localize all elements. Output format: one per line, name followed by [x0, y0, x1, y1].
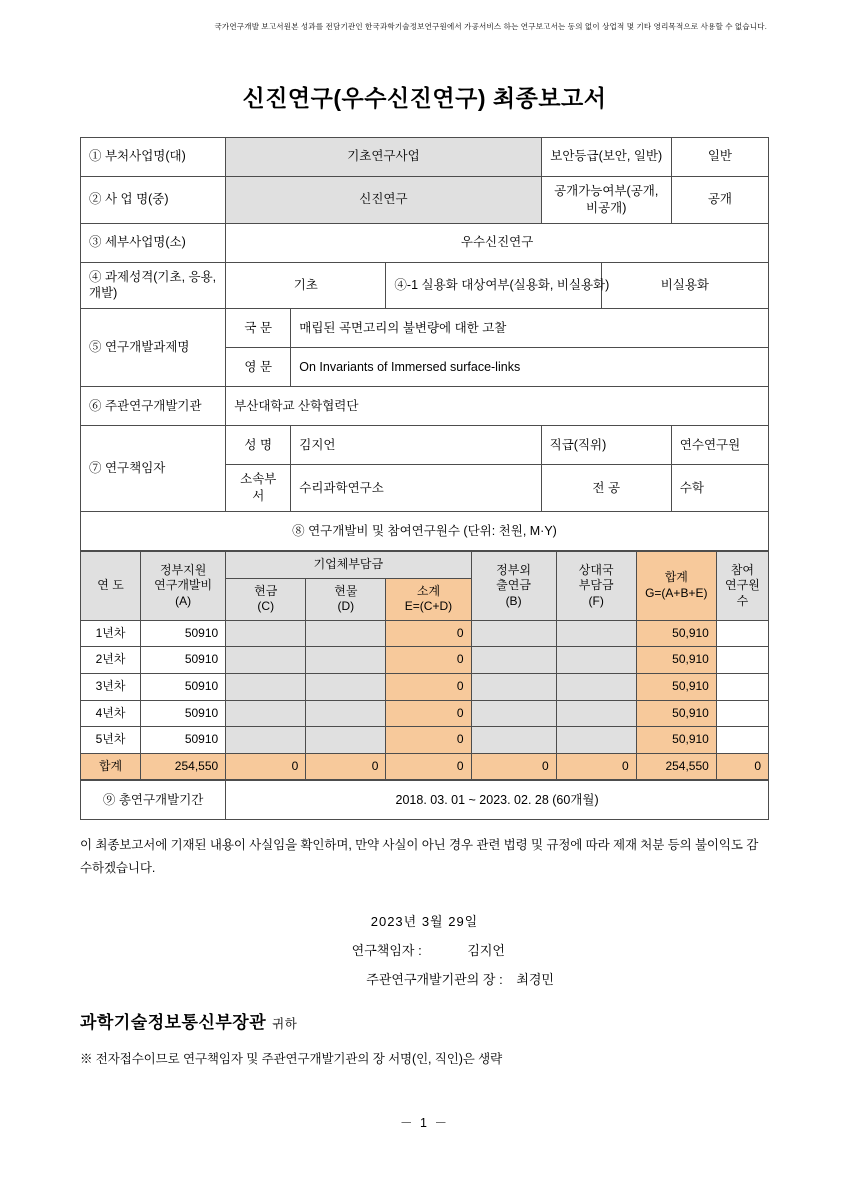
cell-total-inkind: 0: [306, 753, 386, 780]
cell-partner: [556, 620, 636, 647]
cell-total-partner: 0: [556, 753, 636, 780]
cell-period-value: 2018. 03. 01 ~ 2023. 02. 28 (60개월): [226, 781, 769, 820]
cell-korean-label: 국 문: [226, 309, 291, 348]
minister-line: [80, 1008, 769, 1033]
cell-total-subtotal: 0: [386, 753, 471, 780]
cell-total-cash: 0: [226, 753, 306, 780]
cell-total: 50,910: [636, 620, 716, 647]
cell-year: 2년차: [81, 647, 141, 674]
header-cash: 현금 (C): [226, 578, 306, 620]
table-row: [81, 781, 769, 820]
cell-major-label: 전 공: [541, 465, 671, 512]
budget-table: [80, 551, 769, 780]
header-gov-external: 정부외 출연금 (B): [471, 552, 556, 621]
header-subtotal: 소계 E=(C+D): [386, 578, 471, 620]
cell-name-value: 김지언: [291, 426, 541, 465]
cell-dept-label: 소속부서: [226, 465, 291, 512]
cell-year: 5년차: [81, 727, 141, 754]
table-row: [81, 700, 769, 727]
minister-suffix: 귀하: [272, 1017, 298, 1032]
cell-dept-program-label: ① 부처사업명(대): [81, 137, 226, 176]
cell-total-researchers: 0: [716, 753, 768, 780]
org-name: 최경민: [516, 972, 554, 988]
cell-cash: [226, 673, 306, 700]
cell-cash: [226, 620, 306, 647]
cell-security-label: 보안등급(보안, 일반): [541, 137, 671, 176]
period-table: [80, 780, 769, 820]
cell-researchers: [716, 727, 768, 754]
cell-gov-external: [471, 700, 556, 727]
cell-inkind: [306, 647, 386, 674]
org-signature-row: [80, 965, 769, 994]
project-info-table: [80, 137, 769, 551]
minister-title: 과학기술정보통신부장관: [80, 1013, 267, 1033]
page-title: 신진연구(우수신진연구) 최종보고서: [242, 84, 607, 111]
cell-total-gov: 254,550: [141, 753, 226, 780]
table-row: [81, 176, 769, 223]
table-row: [81, 309, 769, 348]
cell-gov-external: [471, 647, 556, 674]
cell-name-label: 성 명: [226, 426, 291, 465]
cell-gov: 50910: [141, 673, 226, 700]
cell-program-label: ② 사 업 명(중): [81, 176, 226, 223]
cell-year: 3년차: [81, 673, 141, 700]
cell-researchers: [716, 700, 768, 727]
cell-public-label: 공개가능여부(공개, 비공개): [541, 176, 671, 223]
budget-section-title: ⑧ 연구개발비 및 참여연구원수 (단위: 천원, M·Y): [81, 512, 769, 551]
page-number: － 1 －: [400, 1116, 449, 1131]
copyright-notice: 국가연구개발 보고서원본 성과를 전담기관인 한국과학기술정보연구원에서 가공서비스 하는 연구보고서는 동의 없이 상업적 몇 기타 영리목적으로 사용할 수 없습니다.: [214, 22, 767, 31]
cell-inkind: [306, 700, 386, 727]
cell-program-value: 신진연구: [226, 176, 541, 223]
cell-subtotal: 0: [386, 620, 471, 647]
cell-english-value: On Invariants of Immersed surface-links: [291, 348, 769, 387]
cell-subprogram-label: ③ 세부사업명(소): [81, 223, 226, 262]
cell-partner: [556, 727, 636, 754]
cell-gov-external: [471, 727, 556, 754]
cell-korean-value: 매립된 곡면고리의 불변량에 대한 고찰: [291, 309, 769, 348]
signature-block: [80, 907, 769, 995]
cell-total: 50,910: [636, 700, 716, 727]
org-label: 주관연구개발기관의 장 :: [366, 972, 503, 988]
cell-gov: 50910: [141, 647, 226, 674]
cell-gov-external: [471, 673, 556, 700]
cell-cash: [226, 700, 306, 727]
cell-host-org-value: 부산대학교 산학협력단: [226, 387, 769, 426]
table-row: [81, 727, 769, 754]
confirmation-statement: 이 최종보고서에 기재된 내용이 사실임을 확인하며, 만약 사실이 아닌 경우 관련 법령 및 규정에 따라 제재 처분 등의 불이익도 감수하겠습니다.: [80, 838, 759, 876]
cell-total-label: 합계: [81, 753, 141, 780]
table-row: [81, 262, 769, 309]
cell-year: 1년차: [81, 620, 141, 647]
cell-public-value: 공개: [671, 176, 768, 223]
cell-cash: [226, 647, 306, 674]
cell-leader-label: ⑦ 연구책임자: [81, 426, 226, 512]
leader-label: 연구책임자 :: [351, 942, 422, 958]
cell-cash: [226, 727, 306, 754]
header-total: 합계 G=(A+B+E): [636, 552, 716, 621]
table-row: [81, 387, 769, 426]
cell-partner: [556, 673, 636, 700]
cell-subtotal: 0: [386, 647, 471, 674]
cell-year: 4년차: [81, 700, 141, 727]
table-row: [81, 223, 769, 262]
cell-practical-value: 비실용화: [601, 262, 768, 309]
table-row: [81, 647, 769, 674]
cell-security-value: 일반: [671, 137, 768, 176]
cell-gov: 50910: [141, 620, 226, 647]
cell-partner: [556, 700, 636, 727]
table-row: [81, 512, 769, 551]
cell-total-gov-external: 0: [471, 753, 556, 780]
budget-header-row-1: [81, 552, 769, 579]
cell-rank-label: 직급(직위): [541, 426, 671, 465]
table-row: [81, 137, 769, 176]
cell-subtotal: 0: [386, 673, 471, 700]
signature-omission-note: ※ 전자접수이므로 연구책임자 및 주관연구개발기관의 장 서명(인, 직인)은 생략: [80, 1052, 503, 1067]
cell-project-title-label: ⑤ 연구개발과제명: [81, 309, 226, 387]
cell-total-sum: 254,550: [636, 753, 716, 780]
cell-inkind: [306, 727, 386, 754]
leader-name: 김지언: [467, 942, 505, 958]
table-row: [81, 673, 769, 700]
table-row: [81, 426, 769, 465]
signature-date: 2023년 3월 29일: [370, 913, 479, 929]
cell-total: 50,910: [636, 673, 716, 700]
cell-partner: [556, 647, 636, 674]
cell-subtotal: 0: [386, 727, 471, 754]
cell-dept-program-value: 기초연구사업: [226, 137, 541, 176]
cell-subtotal: 0: [386, 700, 471, 727]
cell-total: 50,910: [636, 647, 716, 674]
cell-major-value: 수학: [671, 465, 768, 512]
header-inkind: 현물 (D): [306, 578, 386, 620]
table-row: [81, 620, 769, 647]
cell-practical-label: ④-1 실용화 대상여부(실용화, 비실용화): [386, 262, 601, 309]
cell-host-org-label: ⑥ 주관연구개발기관: [81, 387, 226, 426]
header-researchers: 참여 연구원수: [716, 552, 768, 621]
header-company-share: 기업체부담금: [226, 552, 471, 579]
cell-period-label: ⑨ 총연구개발기간: [81, 781, 226, 820]
leader-signature-row: [80, 936, 769, 965]
cell-nature-value: 기초: [226, 262, 386, 309]
cell-researchers: [716, 673, 768, 700]
cell-subprogram-value: 우수신진연구: [226, 223, 769, 262]
cell-total: 50,910: [636, 727, 716, 754]
cell-inkind: [306, 673, 386, 700]
header-year: 연 도: [81, 552, 141, 621]
cell-researchers: [716, 620, 768, 647]
cell-dept-value: 수리과학연구소: [291, 465, 541, 512]
cell-gov: 50910: [141, 727, 226, 754]
header-partner-country: 상대국 부담금 (F): [556, 552, 636, 621]
cell-nature-label: ④ 과제성격(기초, 응용, 개발): [81, 262, 226, 309]
cell-english-label: 영 문: [226, 348, 291, 387]
cell-researchers: [716, 647, 768, 674]
cell-rank-value: 연수연구원: [671, 426, 768, 465]
budget-total-row: [81, 753, 769, 780]
header-gov-funding: 정부지원 연구개발비 (A): [141, 552, 226, 621]
cell-gov-external: [471, 620, 556, 647]
cell-gov: 50910: [141, 700, 226, 727]
cell-inkind: [306, 620, 386, 647]
